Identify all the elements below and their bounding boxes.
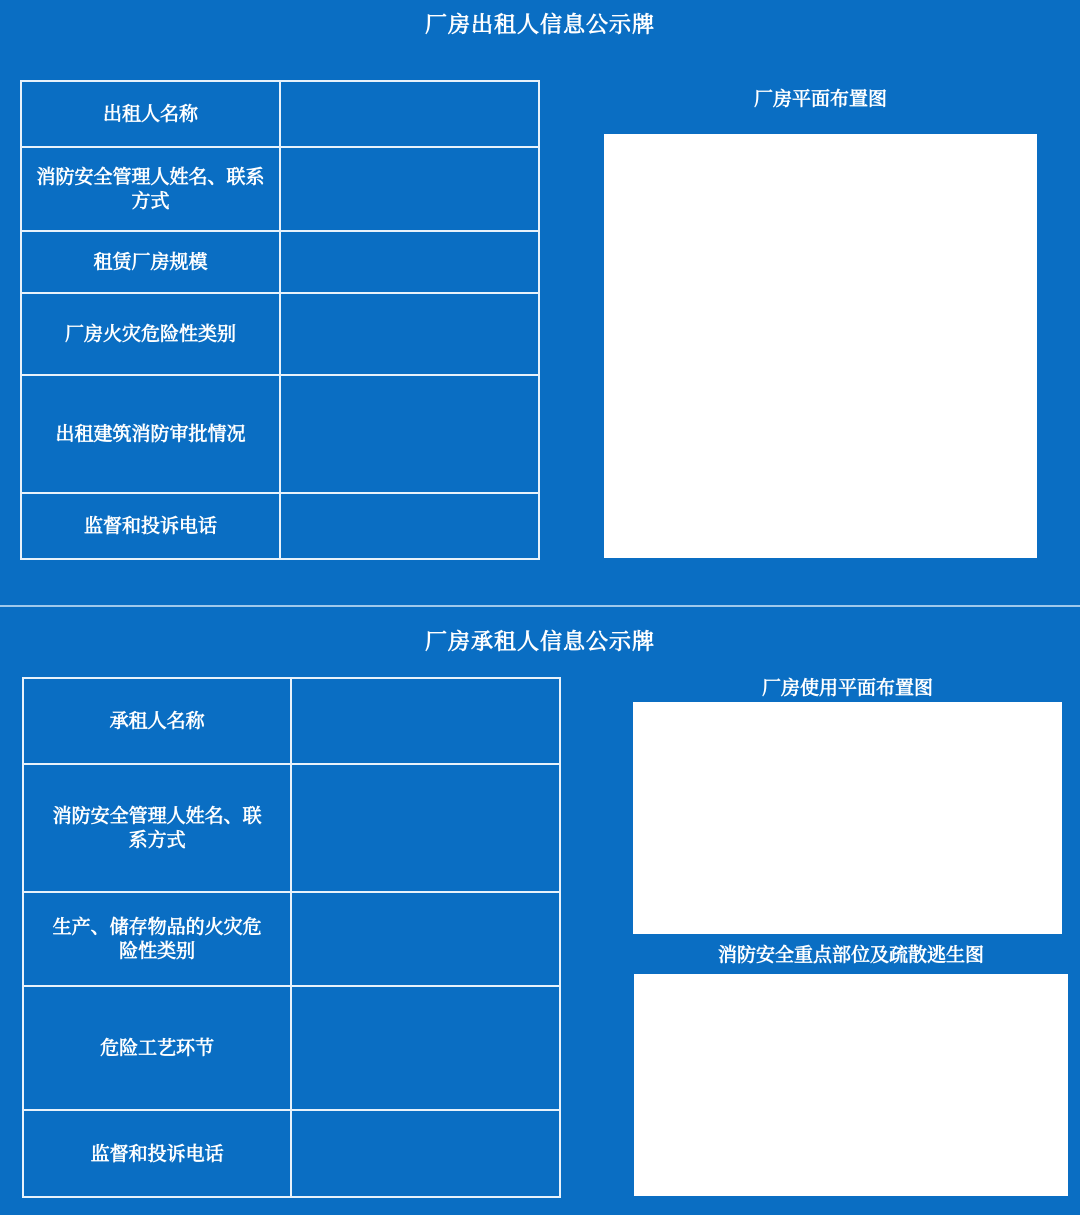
table-row	[23, 764, 560, 892]
table-row	[23, 678, 560, 764]
fire-safety-manager-contact-label: 消防安全管理人姓名、联系方式	[21, 147, 280, 231]
lessee-name-label: 承租人名称	[23, 678, 291, 764]
hazardous-process-value	[291, 986, 560, 1110]
evacuation-map-panel	[634, 974, 1068, 1196]
complaint-phone-value	[280, 493, 539, 559]
lessor-name-label: 出租人名称	[21, 81, 280, 147]
table-row	[21, 147, 539, 231]
usage-plan-panel	[633, 702, 1062, 934]
lessee-fire-safety-manager-contact-label: 消防安全管理人姓名、联系方式	[23, 764, 291, 892]
lessor-board-title: 厂房出租人信息公示牌	[424, 13, 655, 38]
complaint-phone-label: 监督和投诉电话	[21, 493, 280, 559]
fire-approval-status-value	[280, 375, 539, 493]
fire-hazard-category-label: 厂房火灾危险性类别	[21, 293, 280, 375]
lessee-board-title: 厂房承租人信息公示牌	[424, 630, 655, 655]
table-row	[21, 231, 539, 293]
floor-plan-title: 厂房平面布置图	[753, 88, 887, 110]
lessee-complaint-phone-value	[291, 1110, 560, 1197]
lessee-info-board	[0, 607, 1080, 1215]
table-row	[23, 1110, 560, 1197]
table-row	[21, 81, 539, 147]
fire-safety-manager-contact-value	[280, 147, 539, 231]
lessee-fire-safety-manager-contact-value	[291, 764, 560, 892]
lessee-info-table	[22, 677, 561, 1198]
table-row	[21, 375, 539, 493]
goods-fire-hazard-category-label: 生产、储存物品的火灾危险性类别	[23, 892, 291, 986]
hazardous-process-label: 危险工艺环节	[23, 986, 291, 1110]
leased-plant-scale-label: 租赁厂房规模	[21, 231, 280, 293]
table-row	[21, 293, 539, 375]
usage-plan-title: 厂房使用平面布置图	[761, 677, 933, 699]
fire-hazard-category-value	[280, 293, 539, 375]
lessor-info-board	[0, 0, 1080, 605]
lessee-complaint-phone-label: 监督和投诉电话	[23, 1110, 291, 1197]
goods-fire-hazard-category-value	[291, 892, 560, 986]
lessor-info-table	[20, 80, 540, 560]
table-row	[23, 892, 560, 986]
lessee-name-value	[291, 678, 560, 764]
fire-approval-status-label: 出租建筑消防审批情况	[21, 375, 280, 493]
table-row	[23, 986, 560, 1110]
lessor-name-value	[280, 81, 539, 147]
evacuation-map-title: 消防安全重点部位及疏散逃生图	[717, 944, 984, 966]
table-row	[21, 493, 539, 559]
floor-plan-panel	[604, 134, 1037, 558]
leased-plant-scale-value	[280, 231, 539, 293]
